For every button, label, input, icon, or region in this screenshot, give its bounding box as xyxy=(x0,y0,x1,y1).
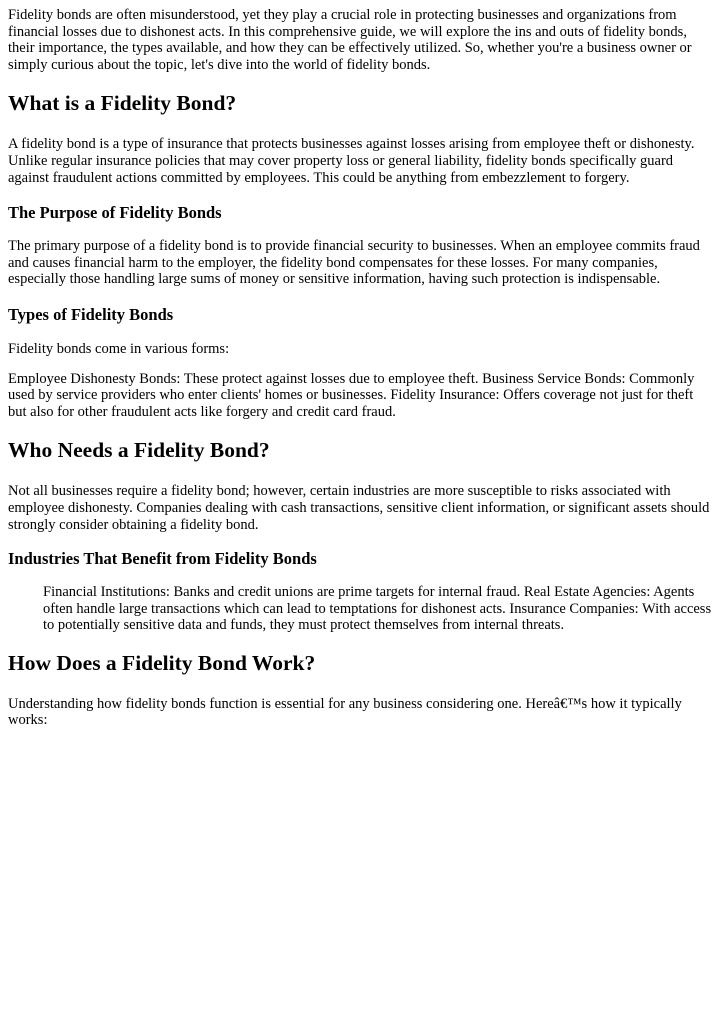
purpose-paragraph: The primary purpose of a fidelity bond is to provide financial security to businesses. When an employee commits fraud and causes financial harm to the employer, the fidelity bond compensates for these losses. For many companies, especially those handling large sums of money or sensitive information, having such protection is indispensable. xyxy=(8,238,700,288)
types-lead-paragraph: Fidelity bonds come in various forms: xyxy=(8,340,230,357)
heading-purpose: The Purpose of Fidelity Bonds xyxy=(8,203,222,223)
heading-how-works: How Does a Fidelity Bond Work? xyxy=(8,650,316,675)
heading-types: Types of Fidelity Bonds xyxy=(8,304,174,324)
industries-blockquote xyxy=(43,584,712,634)
heading-who-needs: Who Needs a Fidelity Bond? xyxy=(8,438,270,463)
how-works-paragraph: Understanding how fidelity bonds function is essential for any business considering one. Hereâ€™s how it typically works: xyxy=(8,695,682,729)
heading-industries: Industries That Benefit from Fidelity Bonds xyxy=(8,549,317,569)
heading-what-is-fidelity-bond: What is a Fidelity Bond? xyxy=(8,91,237,116)
who-needs-paragraph: Not all businesses require a fidelity bond; however, certain industries are more susceptible to risks associated with employee dishonesty. Companies dealing with cash transactions, sensitive client information, or significant assets should strongly consider obtaining a fidelity bond. xyxy=(8,483,710,533)
what-is-paragraph: A fidelity bond is a type of insurance that protects businesses against losses arising from employee theft or dishonesty. Unlike regular insurance policies that may cover property loss or general liability, fidelity bonds specifically guard against fraudulent actions committed by employees. This could be anything from embezzlement to forgery. xyxy=(8,136,695,186)
industries-paragraph: Financial Institutions: Banks and credit unions are prime targets for internal fraud. Real Estate Agencies: Agents often handle large transactions which can lead to temptations for dishonest acts. Insurance Companies: With access to potentially sensitive data and funds, they must protect themselves from internal threats. xyxy=(43,584,712,634)
types-paragraph: Employee Dishonesty Bonds: These protect against losses due to employee theft. Business Service Bonds: Commonly used by service providers who enter clients' homes or businesses. Fidelity Insurance: Offers coverage not just for theft but also for other fraudulent acts like forgery and credit card fraud. xyxy=(8,370,695,420)
intro-paragraph: Fidelity bonds are often misunderstood, yet they play a crucial role in protecting businesses and organizations from financial losses due to dishonest acts. In this comprehensive guide, we will explore the ins and outs of fidelity bonds, their importance, the types available, and how they can be effectively utilized. So, whether you're a business owner or simply curious about the topic, let's dive into the world of fidelity bonds. xyxy=(8,7,692,73)
